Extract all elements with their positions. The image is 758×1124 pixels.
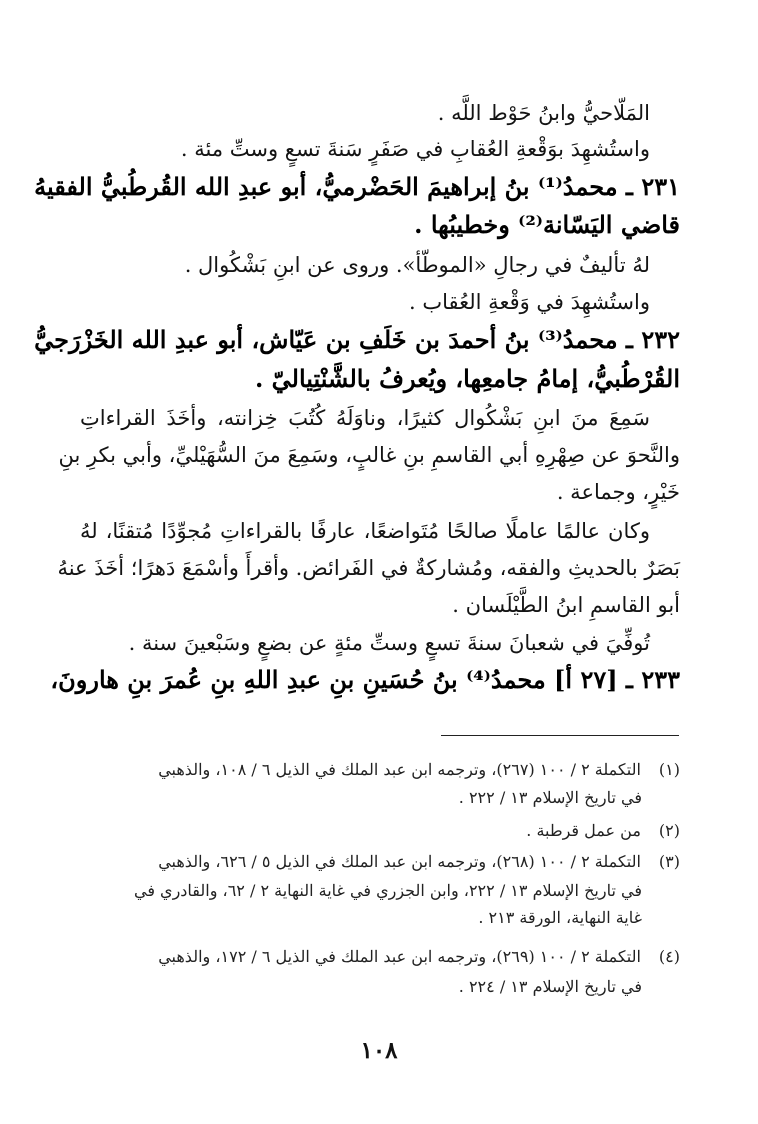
footnote-text: التكملة ٢ / ١٠٠ (٢٦٩)، وترجمه ابن عبد الملك في الذيل ٦ / ١٧٢، والذهبي <box>158 947 641 966</box>
footnote-marker: (٤) <box>658 947 680 966</box>
footnote-line: في تاريخ الإسلام ١٣ / ٢٢٤ . <box>458 977 642 996</box>
footnote-line <box>80 944 680 970</box>
text-line: لهُ تأليفٌ في رجالِ «الموطّأ». وروى عن ابنِ بَشْكُوال . <box>184 253 650 277</box>
footnote-text: التكملة ٢ / ١٠٠ (٢٦٨)، وترجمه ابن عبد الملك في الذيل ٥ / ٦٢٦، والذهبي <box>158 852 641 871</box>
entry-heading: القُرْطُبيُّ، إمامُ جامعِها، ويُعرفُ بالشَّنْتِياليّ . <box>254 364 680 393</box>
page-number: ١٠٨ <box>360 1037 398 1064</box>
footnote-line: في تاريخ الإسلام ١٣ / ٢٢٢، وابن الجزري في غاية النهاية ٢ / ٦٢، والقادري في <box>133 881 642 900</box>
footnote-marker: (٢) <box>658 821 680 840</box>
entry-heading: قاضي اليَسّانة⁽²⁾ وخطيبُها . <box>414 210 680 239</box>
text-line: وكان عالمًا عاملًا صالحًا مُتَواضعًا، عارفًا بالقراءاتِ مُجوِّدًا مُتقنًا، لهُ <box>80 519 650 543</box>
footnote-text: من عمل قرطبة . <box>526 821 641 840</box>
footnote-separator <box>441 735 679 736</box>
text-line: تُوفِّيَ في شعبانَ سنةَ تسعٍ وستِّ مئةٍ عن بضعٍ وسَبْعينَ سنة . <box>128 631 650 655</box>
text-line: المَلّاحيُّ وابنُ حَوْط اللَّه . <box>437 101 650 125</box>
footnote-line <box>80 818 680 844</box>
footnote-line: غاية النهاية، الورقة ٢١٣ . <box>478 908 642 927</box>
footnote-line: في تاريخ الإسلام ١٣ / ٢٢٢ . <box>458 788 642 807</box>
entry-heading: ٢٣٣ ـ [٢٧ أ] محمدُ⁽⁴⁾ بنُ حُسَينِ بنِ عبدِ اللهِ بنِ عُمرَ بنِ هارونَ، <box>50 665 680 694</box>
text-line: سَمِعَ منَ ابنِ بَشْكُوال كثيرًا، وناوَلَهُ كُتُبَ خِزانته، وأخَذَ القراءاتِ <box>80 406 650 430</box>
text-line: واستُشهِدَ في وَقْعةِ العُقاب . <box>409 290 650 314</box>
entry-heading: ٢٣١ ـ محمدُ⁽¹⁾ بنُ إبراهيمَ الحَضْرميُّ، أبو عبدِ الله القُرطُبيُّ الفقيهُ <box>34 172 680 201</box>
footnote-line <box>80 757 680 783</box>
entry-heading: ٢٣٢ ـ محمدُ⁽³⁾ بنُ أحمدَ بن خَلَفِ بن عَيّاش، أبو عبدِ الله الخَزْرَجيُّ <box>34 325 680 354</box>
footnote-marker: (٣) <box>658 852 680 871</box>
footnote-line <box>80 849 680 875</box>
footnote-marker: (١) <box>658 760 680 779</box>
text-line: خَيْرٍ، وجماعة . <box>556 480 680 504</box>
text-line: واستُشهِدَ بوَقْعةِ العُقابِ في صَفَرٍ سَنةَ تسعٍ وستِّ مئة . <box>180 137 650 161</box>
text-line: بَصَرٌ بالحديثِ والفقه، ومُشاركةٌ في الفَرائض. وأقرأَ وأسْمَعَ دَهرًا؛ أخَذَ عنهُ <box>57 556 680 580</box>
text-line: والنَّحوَ عن صِهْرِهِ أبي القاسمِ بنِ غالبٍ، وسَمِعَ منَ السُّهَيْليِّ، وأبي بكرِ بنِ <box>58 443 680 467</box>
footnote-text: التكملة ٢ / ١٠٠ (٢٦٧)، وترجمه ابن عبد الملك في الذيل ٦ / ١٠٨، والذهبي <box>158 760 641 779</box>
text-line: أبو القاسمِ ابنُ الطَّيْلَسان . <box>452 593 680 617</box>
